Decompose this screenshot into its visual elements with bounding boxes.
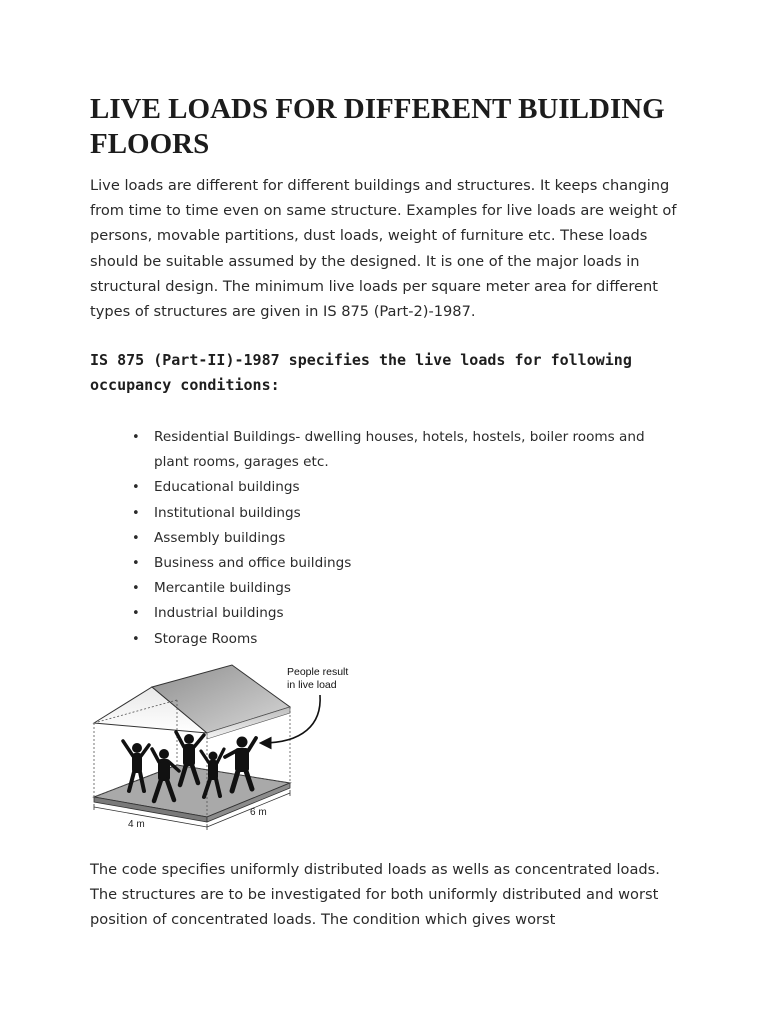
house-people-diagram (82, 655, 382, 835)
live-load-illustration (82, 655, 382, 835)
section-subheading: IS 875 (Part-II)-1987 specifies the live loads for following occupancy conditions: (90, 351, 632, 394)
list-item (132, 475, 672, 500)
list-item-text: Residential Buildings- dwelling houses, hotels, hostels, boiler rooms and plant rooms, garages etc. (154, 429, 645, 471)
occupancy-list (132, 425, 672, 652)
bullet-icon: • (132, 430, 140, 445)
bullet-icon: • (132, 631, 140, 647)
list-item-text: Industrial buildings (154, 605, 284, 622)
list-item (132, 425, 672, 475)
callout-line-1: People result (287, 666, 349, 678)
dimension-width-label: 4 m (128, 819, 145, 830)
list-item-text: Assembly buildings (154, 529, 286, 546)
list-item-text: Institutional buildings (154, 504, 301, 521)
list-item (132, 501, 672, 526)
bullet-icon: • (132, 556, 140, 572)
dimension-depth-label: 6 m (250, 807, 267, 818)
bullet-icon: • (132, 530, 140, 546)
callout-line-2: in live load (287, 679, 337, 691)
bullet-icon: • (132, 606, 140, 622)
list-item-text: Storage Rooms (154, 630, 258, 647)
list-item-text: Business and office buildings (154, 555, 352, 572)
page-title: LIVE LOADS FOR DIFFERENT BUILDING FLOORS (90, 93, 665, 160)
roof (94, 665, 290, 739)
list-item (132, 627, 672, 652)
bullet-icon: • (132, 581, 140, 597)
list-item (132, 601, 672, 626)
list-item (132, 526, 672, 551)
bullet-icon: • (132, 480, 140, 496)
list-item-text: Mercantile buildings (154, 580, 291, 597)
list-item-text: Educational buildings (154, 479, 300, 496)
intro-paragraph: Live loads are different for different buildings and structures. It keeps changing from time to time even on same structure. Examples for live loads are weight of persons, movable partitions, dust loads, weight of furniture etc. These loads should be suitable assumed by the designed. It is one of the major loads in structural design. The minimum live loads per square meter area for different types of structures are given in IS 875 (Part-2)-1987. (90, 177, 677, 321)
list-item (132, 576, 672, 601)
closing-paragraph: The code specifies uniformly distributed loads as wells as concentrated loads. The structures are to be investigated for both uniformly distributed and worst position of concentrated loads. The condition which gives worst (90, 861, 660, 929)
bullet-icon: • (132, 505, 140, 521)
list-item (132, 551, 672, 576)
